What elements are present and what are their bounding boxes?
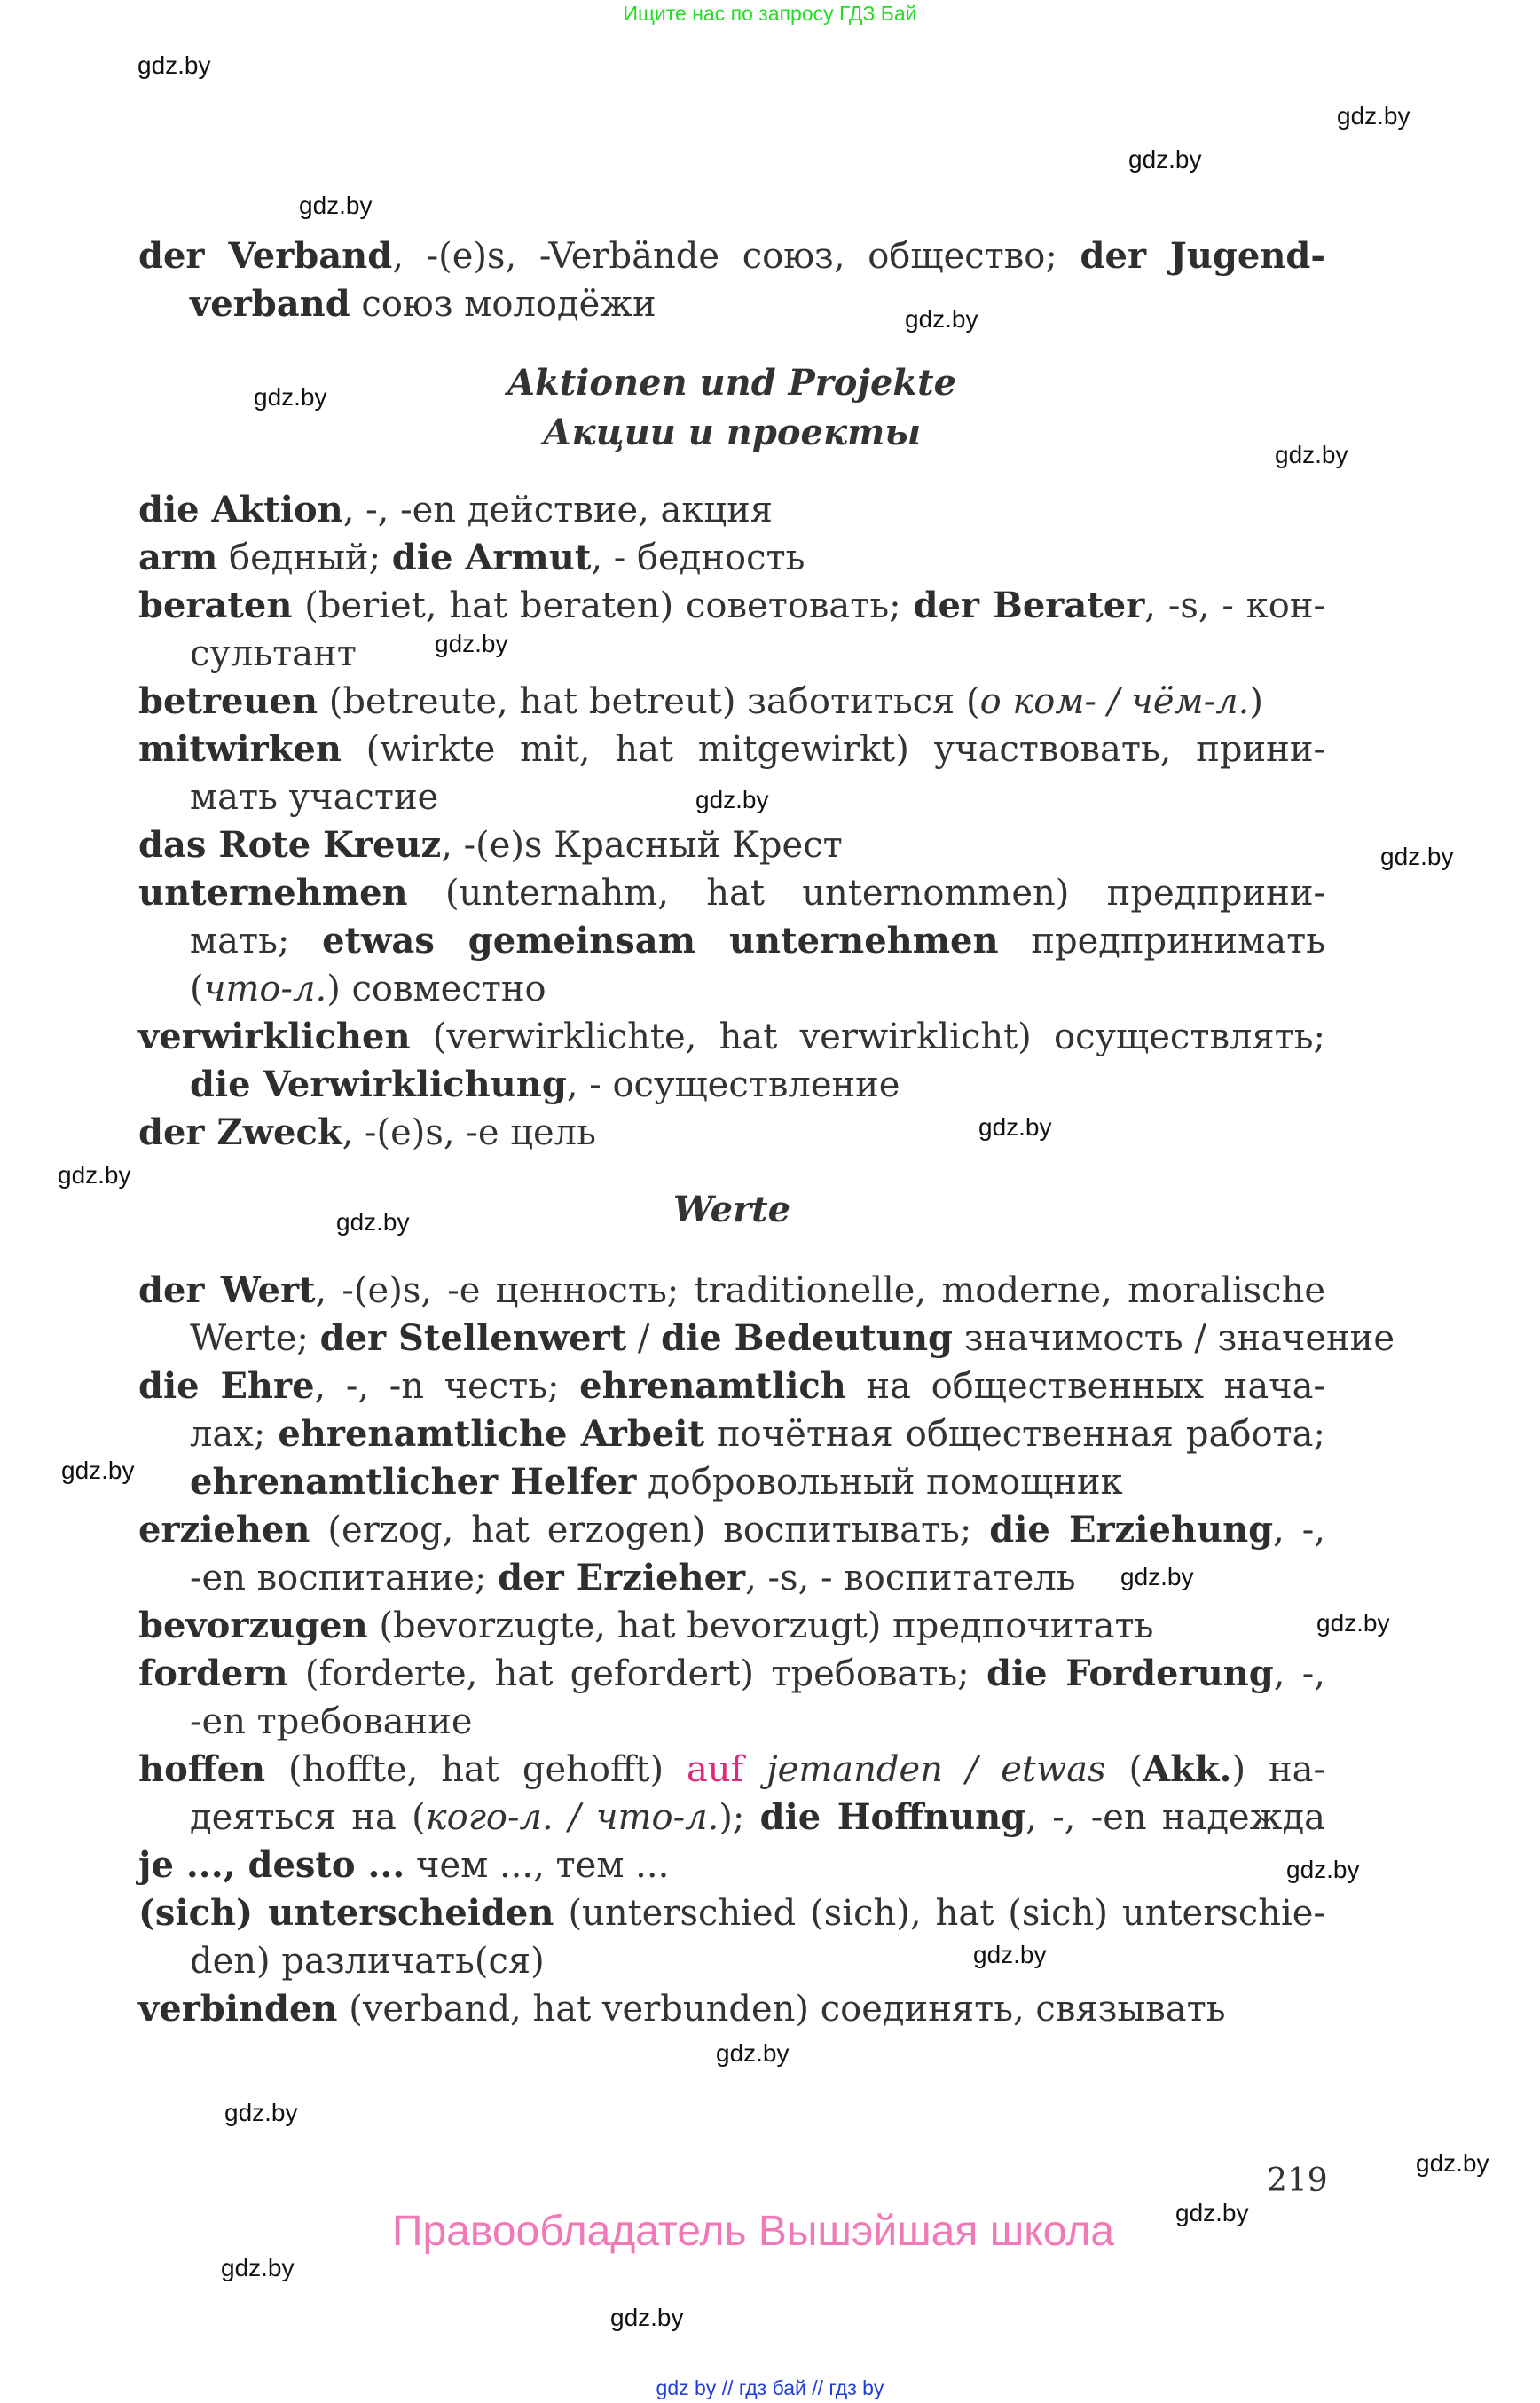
spacer <box>138 328 1325 358</box>
headword: der Zweck <box>138 1111 342 1153</box>
watermark: gdz.by <box>336 1208 410 1236</box>
section-heading-ru: Акции и проекты <box>542 412 922 453</box>
headword: der Stellenwert <box>319 1317 627 1359</box>
watermark: gdz.by <box>254 383 327 411</box>
grammar-note: кого-л. / что-л. <box>425 1797 719 1838</box>
headword: je ..., desto ... <box>138 1844 405 1886</box>
section-heading-werte: Werte <box>672 1189 791 1230</box>
dictionary-line <box>138 486 1325 534</box>
translation: -en воспитание; <box>190 1558 499 1598</box>
watermark: gdz.by <box>138 51 211 79</box>
headword: der Erzieher <box>498 1557 746 1598</box>
headword: die Ehre <box>138 1365 315 1407</box>
dictionary-line <box>138 630 1325 678</box>
headword: die Forderung <box>986 1653 1274 1694</box>
translation: (unternahm, hat unternommen) предприни- <box>407 873 1325 914</box>
dictionary-line <box>138 917 1325 965</box>
watermark: gdz.by <box>1416 2149 1489 2177</box>
watermark: gdz.by <box>1286 1856 1360 1883</box>
translation <box>743 1749 766 1790</box>
headword: die Erziehung <box>989 1509 1274 1551</box>
dictionary-line <box>138 1746 1325 1794</box>
dictionary-line <box>138 1362 1325 1410</box>
headword: bevorzugen <box>138 1605 368 1646</box>
dictionary-line <box>138 1937 1325 1985</box>
watermark: gdz.by <box>1175 2199 1249 2226</box>
translation: бедный; <box>217 538 392 578</box>
translation: -en требование <box>190 1701 473 1742</box>
translation: (verwirklichte, hat verwirklicht) осуществлять; <box>410 1017 1325 1057</box>
translation: , -(e)s Красный Крест <box>441 825 843 866</box>
dictionary-line <box>138 1650 1325 1698</box>
headword: der Verband <box>138 235 393 277</box>
headword: etwas gemeinsam unternehmen <box>322 920 999 962</box>
dictionary-line <box>138 1985 1325 2033</box>
translation: деяться на ( <box>190 1797 426 1838</box>
headword: ehrenamtliche Arbeit <box>278 1413 704 1455</box>
headword: die Armut <box>391 537 592 578</box>
translation: (unterschied (sich), hat (sich) unterschie- <box>554 1893 1325 1934</box>
headword: die Verwirklichung <box>190 1064 567 1105</box>
watermark: gdz.by <box>978 1113 1052 1141</box>
translation: , -, <box>1273 1510 1325 1551</box>
dictionary-line <box>138 678 1325 726</box>
dictionary-line <box>138 1410 1325 1458</box>
translation: (beriet, hat beraten) советовать; <box>292 585 914 626</box>
dictionary-line <box>138 1842 1325 1889</box>
watermark: gdz.by <box>299 192 373 219</box>
translation: почётная общественная работа; <box>703 1414 1326 1455</box>
translation: (bevorzugte, hat bevorzugt) предпочитать <box>367 1606 1154 1646</box>
translation: лах; <box>190 1414 279 1455</box>
footer-links[interactable]: gdz by // гдз бай // гдз by <box>656 2376 884 2399</box>
watermark: gdz.by <box>610 2304 684 2331</box>
watermark: gdz.by <box>221 2254 295 2281</box>
spacer <box>138 1157 1325 1185</box>
headword: der Jugend- <box>1080 235 1326 277</box>
headword: unternehmen <box>138 872 408 914</box>
translation: мать участие <box>190 777 439 818</box>
watermark: gdz.by <box>716 2039 790 2067</box>
watermark: gdz.by <box>1275 441 1348 468</box>
translation: ( <box>190 969 204 1009</box>
preposition: auf <box>686 1749 744 1790</box>
headword: ehrenamtlicher Helfer <box>190 1461 637 1503</box>
dictionary-line <box>138 280 1325 328</box>
grammar-note: jemanden / etwas <box>766 1749 1106 1790</box>
grammar-note: что-л. <box>203 969 327 1009</box>
watermark: gdz.by <box>695 786 769 813</box>
headword: hoffen <box>138 1748 266 1790</box>
translation: , -, <box>1273 1653 1325 1694</box>
translation: ) на- <box>1231 1749 1326 1790</box>
translation: , -(e)s, -e цель <box>342 1112 596 1153</box>
dictionary-line <box>138 1013 1325 1061</box>
section-verband <box>138 232 1325 328</box>
section-aktionen <box>138 486 1325 1157</box>
dictionary-line <box>138 726 1325 774</box>
translation: , -, -n честь; <box>314 1366 580 1407</box>
translation: Werte; <box>190 1318 320 1359</box>
translation: / <box>626 1318 662 1359</box>
translation: ) <box>1249 681 1264 722</box>
headword: verwirklichen <box>138 1016 411 1057</box>
watermark: gdz.by <box>61 1457 135 1484</box>
translation: мать; <box>190 921 323 962</box>
translation: значимость / значение <box>953 1318 1395 1359</box>
search-banner: Ищите нас по запросу ГДЗ Бай <box>623 2 917 25</box>
translation: (hoffte, hat gehofft) <box>265 1749 687 1790</box>
page-number: 219 <box>1267 2163 1328 2199</box>
watermark: gdz.by <box>1316 1609 1390 1637</box>
translation: (erzog, hat erzogen) воспитывать; <box>310 1510 990 1551</box>
dictionary-line <box>138 1794 1325 1842</box>
headword: fordern <box>138 1653 288 1694</box>
dictionary-line <box>138 1506 1325 1554</box>
translation: , -s, - воспитатель <box>745 1558 1076 1598</box>
watermark: gdz.by <box>435 630 508 657</box>
translation: ( <box>1105 1749 1143 1790</box>
translation: чем ..., тем ... <box>405 1845 670 1886</box>
translation: , -, -en надежда <box>1025 1797 1325 1838</box>
headword: Akk. <box>1143 1748 1232 1790</box>
headword: die Hoffnung <box>759 1796 1026 1838</box>
dictionary-line <box>138 1602 1325 1650</box>
dictionary-line <box>138 534 1325 582</box>
translation: , -(e)s, -Verbände союз, общество; <box>392 236 1080 277</box>
watermark: gdz.by <box>1337 102 1410 130</box>
grammar-note: о ком- / чём-л. <box>979 681 1250 722</box>
dictionary-line <box>138 774 1325 821</box>
dictionary-line <box>138 1458 1325 1506</box>
translation: (verband, hat verbunden) соединять, связывать <box>337 1989 1226 2030</box>
dictionary-line <box>138 1698 1325 1746</box>
headword: das Rote Kreuz <box>138 824 442 866</box>
watermark: gdz.by <box>905 305 978 333</box>
spacer <box>138 458 1325 486</box>
dictionary-line <box>138 965 1325 1013</box>
headword: der Wert <box>138 1269 316 1311</box>
dictionary-line <box>138 1267 1325 1315</box>
translation: сультант <box>190 633 357 674</box>
translation: ); <box>719 1797 760 1838</box>
dictionary-line <box>138 232 1325 280</box>
watermark: gdz.by <box>1380 843 1454 870</box>
headword: mitwirken <box>138 728 342 770</box>
watermark: gdz.by <box>973 1941 1047 1968</box>
translation: , -(e)s, -e ценность; traditionelle, moderne, moralische <box>315 1270 1326 1311</box>
watermark: gdz.by <box>1120 1563 1194 1590</box>
translation: (forderte, hat gefordert) требовать; <box>287 1653 986 1694</box>
translation: ) совместно <box>326 969 546 1009</box>
translation: , - осуществление <box>566 1064 900 1105</box>
translation: , -, -en действие, акция <box>342 490 774 530</box>
dictionary-line <box>138 1889 1325 1937</box>
watermark: gdz.by <box>58 1161 131 1189</box>
translation: , - бедность <box>591 538 805 578</box>
dictionary-line <box>138 582 1325 630</box>
translation: (wirkte mit, hat mitgewirkt) участвовать, прини- <box>341 729 1325 770</box>
dictionary-line <box>138 1315 1395 1362</box>
translation: на общественных нача- <box>845 1366 1325 1407</box>
watermark: gdz.by <box>1128 145 1202 173</box>
dictionary-line <box>138 869 1325 917</box>
headword: ehrenamtlich <box>579 1365 846 1407</box>
headword: der Berater <box>913 585 1145 626</box>
dictionary-line <box>138 821 1325 869</box>
dictionary-line <box>138 1554 1325 1602</box>
headword: (sich) unterscheiden <box>138 1892 554 1934</box>
translation: добровольный помощник <box>636 1462 1123 1503</box>
translation: (betreute, hat betreut) заботиться ( <box>318 681 980 722</box>
headword: betreuen <box>138 680 318 722</box>
headword: erziehen <box>138 1509 310 1551</box>
headword: beraten <box>138 585 293 626</box>
watermark: gdz.by <box>224 2099 298 2126</box>
headword: arm <box>138 537 218 578</box>
copyright-owner: Правообладатель Вышэйшая школа <box>392 2208 1115 2255</box>
headword: die Bedeutung <box>661 1317 953 1359</box>
translation: den) различать(ся) <box>190 1941 545 1982</box>
headword: die Aktion <box>138 489 343 530</box>
headword: verbinden <box>138 1988 338 2030</box>
dictionary-line <box>138 1061 1325 1109</box>
spacer <box>138 1235 1325 1267</box>
dictionary-line <box>138 1109 1325 1157</box>
translation: союз молодёжи <box>350 284 656 325</box>
section-heading-de: Aktionen und Projekte <box>507 362 957 404</box>
translation: , -s, - кон- <box>1144 585 1326 626</box>
translation: предпринимать <box>998 921 1325 962</box>
headword: verband <box>190 283 350 325</box>
